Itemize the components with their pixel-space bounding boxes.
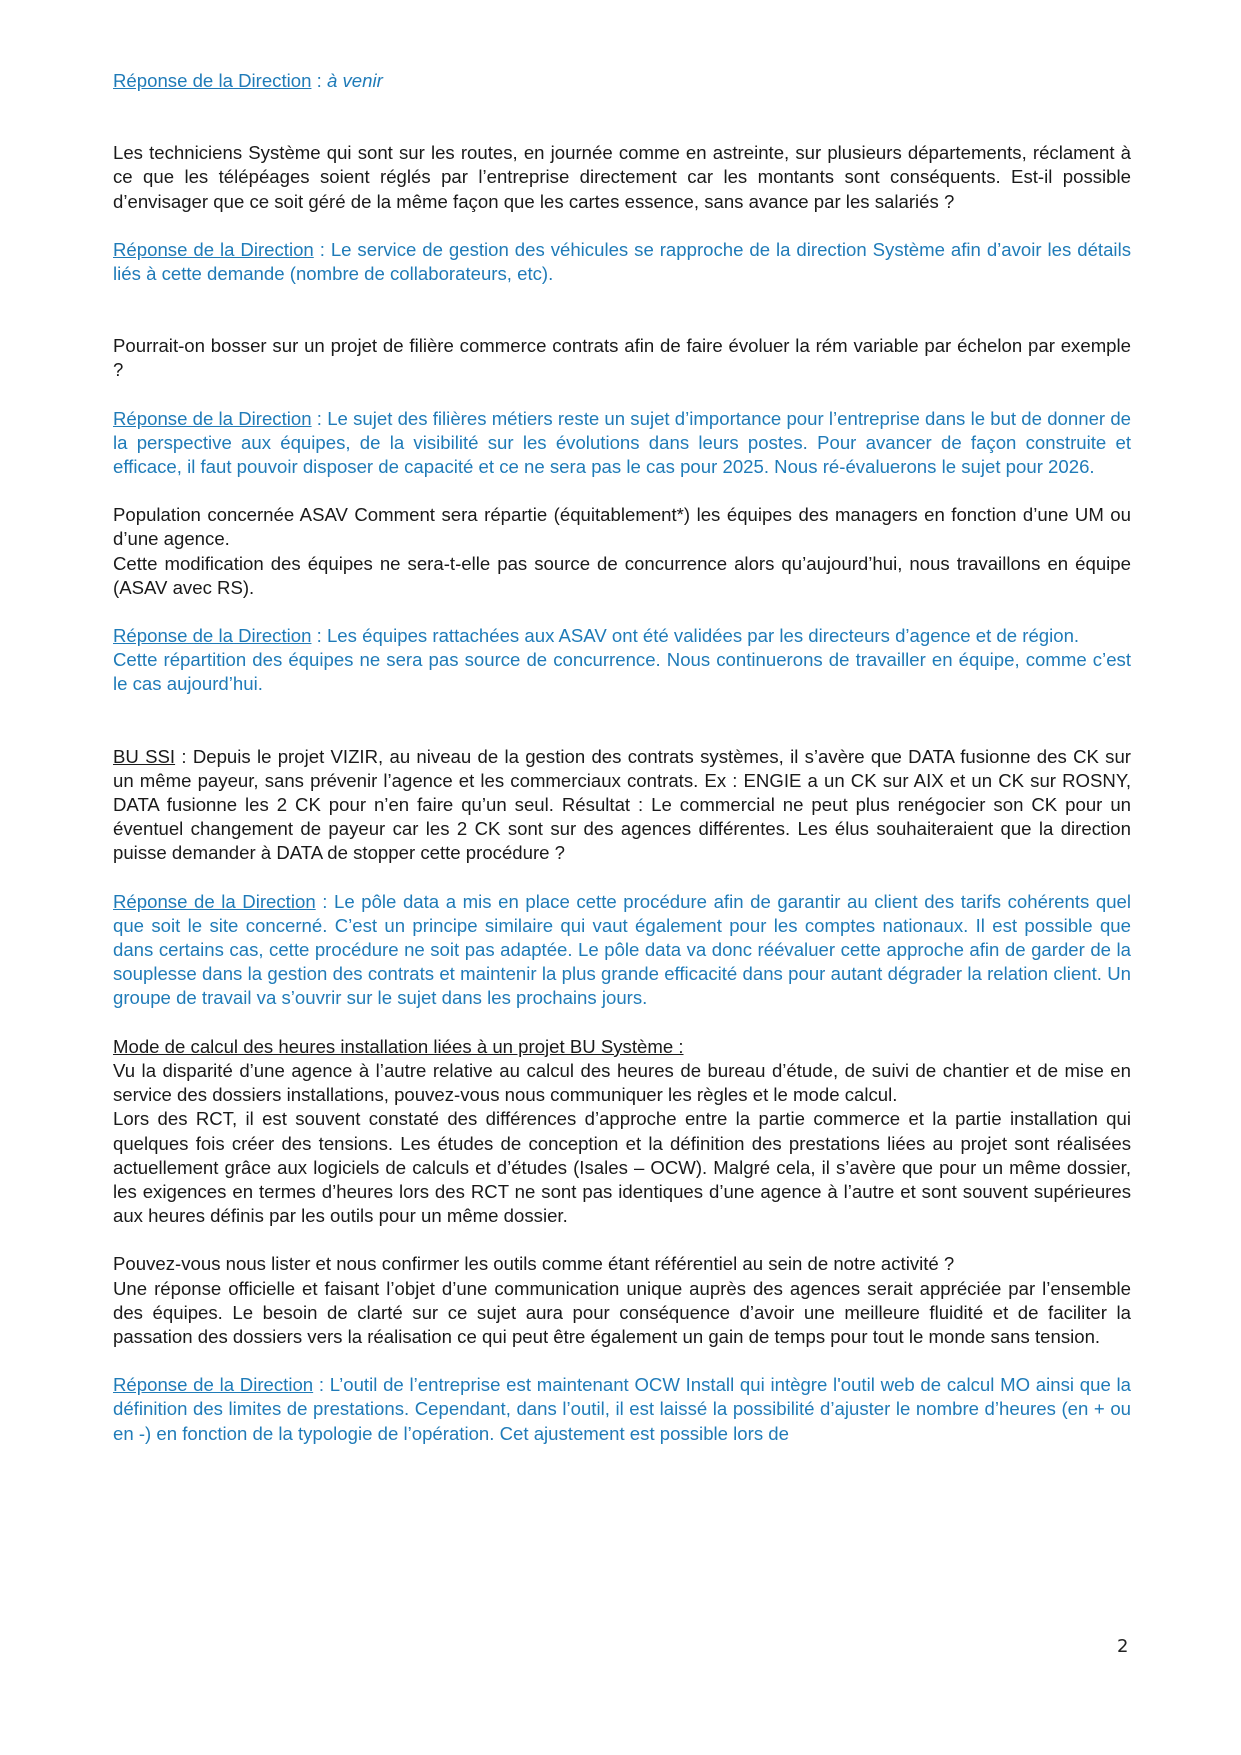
question-4a: Population concernée ASAV Comment sera répartie (équitablement*) les équipes des managers en fonction d’une UM ou d’une agence. (113, 504, 1131, 550)
response-4b: Cette répartition des équipes ne sera pas source de concurrence. Nous continuerons de travailler en équipe, comme c’est le cas aujourd’hui. (113, 649, 1131, 695)
response-label: Réponse de la Direction (113, 625, 312, 647)
question-6b: Lors des RCT, il est souvent constaté des différences d’approche entre la partie commerce et la partie installation qui quelques fois créer des tensions. Les études de conception et la définition des prestations liées au projet sont réalisées actuellement grâce aux logiciels de calculs et d’études (Isales – OCW). Malgré cela, il s’avère que pour un même dossier, les exigences en termes d’heures lors des RCT ne sont pas identiques d’une agence à l’autre et sont souvent supérieures aux heures définis par les outils pour un même dossier. (113, 1108, 1131, 1227)
response-6: Réponse de la Direction : L’outil de l’entreprise est maintenant OCW Install qui intègre l'outil web de calcul MO ainsi que la définition des limites de prestations. Cependant, dans l’outil, il est laissé la possibilité d’ajuster le nombre d’heures (en + ou en -) en fonction de la typologie de l’opération. Cet ajustement est possible lors de (113, 1374, 1132, 1444)
question-5: BU SSI : Depuis le projet VIZIR, au niveau de la gestion des contrats systèmes, il s’avère que DATA fusionne des CK sur un même payeur, sans prévenir l’agence et les commerciaux contrats. Ex : ENGIE a un CK sur AIX et un CK sur ROSNY, DATA fusionne les 2 CK pour n’en faire qu’un seul. Résultat : Le commercial ne peut plus renégocier son CK pour un éventuel changement de payeur car les 2 CK sont sur des agences différentes. Les élus souhaiteraient que la direction puisse demander à DATA de stopper cette procédure ? (113, 745, 1132, 864)
response-text: Le service de gestion des véhicules se rapproche de la direction Système afin d’avoir les détails liés à cette demande (nombre de collaborateurs, etc). (113, 238, 1131, 285)
page-number: 2 (1117, 1636, 1129, 1657)
response-label: Réponse de la Direction (113, 407, 312, 429)
question-label: BU SSI (113, 745, 176, 767)
response-4a: Réponse de la Direction : Les équipes rattachées aux ASAV ont été validées par les directeurs d’agence et de région. (113, 625, 1080, 647)
response-label: Réponse de la Direction (113, 238, 314, 260)
question-6a: Vu la disparité d’une agence à l’autre relative au calcul des heures de bureau d’étude, de suivi de chantier et de mise en service des dossiers installations, pouvez-vous nous communiquer les règles et le mode calcul. (113, 1059, 1131, 1106)
question-text: Depuis le projet VIZIR, au niveau de la gestion des contrats systèmes, il s’avère que DATA fusionne des CK sur un même payeur, sans prévenir l’agence et les commerciaux contrats. Ex : ENGIE a un CK sur AIX et un CK sur ROSNY, DATA fusionne les 2 CK pour n’en faire qu’un seul. Résultat : Le commercial ne peut plus renégocier son CK pour un éventuel changement de payeur car les 2 CK sont sur des agences différentes. Les élus souhaiteraient que la direction puisse demander à DATA de stopper cette procédure ? (113, 745, 1132, 864)
response-text: Le pôle data a mis en place cette procédure afin de garantir au client des tarifs cohérents quel que soit le site concerné. C’est un principe similaire qui vaut également pour les comptes nationaux. Il est possible que dans certains cas, cette procédure ne soit pas adaptée. Le pôle data va donc réévaluer cette approche afin de garder de la souplesse dans la gestion des contrats et maintenir la plus grande efficacité dans pour autant dégrader la relation client. Un groupe de travail va s’ouvrir sur le sujet dans les prochains jours. (113, 890, 1132, 1009)
response-label: Réponse de la Direction (113, 890, 316, 912)
document-body (113, 69, 1131, 1446)
question-6d: Une réponse officielle et faisant l’objet d’une communication unique auprès des agences serait appréciée par l’ensemble des équipes. Le besoin de clarté sur ce sujet aura pour conséquence d’avoir une meilleure fluidité et de faciliter la passation des dossiers vers la réalisation ce qui peut être également un gain de temps pour tout le monde sans tension. (113, 1277, 1131, 1347)
response-text: Le sujet des filières métiers reste un sujet d’importance pour l’entreprise dans le but de donner de la perspective aux équipes, de la visibilité sur les évolutions dans leurs postes. Pour avancer de façon construite et efficace, il faut pouvoir disposer de capacité et ce ne sera pas le cas pour 2025. Nous ré-évaluerons le sujet pour 2026. (113, 407, 1131, 478)
response-5: Réponse de la Direction : Le pôle data a mis en place cette procédure afin de garantir au client des tarifs cohérents quel que soit le site concerné. C’est un principe similaire qui vaut également pour les comptes nationaux. Il est possible que dans certains cas, cette procédure ne soit pas adaptée. Le pôle data va donc réévaluer cette approche afin de garder de la souplesse dans la gestion des contrats et maintenir la plus grande efficacité dans pour autant dégrader la relation client. Un groupe de travail va s’ouvrir sur le sujet dans les prochains jours. (113, 890, 1132, 1009)
response-text: L’outil de l’entreprise est maintenant OCW Install qui intègre l'outil web de calcul MO ainsi que la définition des limites de prestations. Cependant, dans l’outil, il est laissé la possibilité d’ajuster le nombre d’heures (en + ou en -) en fonction de la typologie de l’opération. Cet ajustement est possible lors de (113, 1374, 1132, 1444)
question-6-heading: Mode de calcul des heures installation liées à un projet BU Système : (113, 1035, 684, 1057)
question-3: Pourrait-on bosser sur un projet de filière commerce contrats afin de faire évoluer la rém variable par échelon par exemple ? (113, 335, 1131, 381)
question-4b: Cette modification des équipes ne sera-t-elle pas source de concurrence alors qu’aujourd’hui, nous travaillons en équipe (ASAV avec RS). (113, 552, 1131, 598)
response-label: Réponse de la Direction (113, 1374, 314, 1396)
response-1: Réponse de la Direction : à venir (113, 70, 383, 91)
response-text: Les équipes rattachées aux ASAV ont été validées par les directeurs d’agence et de région. (326, 625, 1080, 647)
question-2: Les techniciens Système qui sont sur les routes, en journée comme en astreinte, sur plusieurs départements, réclament à ce que les télépéages soient réglés par l’entreprise directement car les montants sont conséquents. Est-il possible d’envisager que ce soit géré de la même façon que les cartes essence, sans avance par les salariés ? (113, 142, 1131, 212)
response-3: Réponse de la Direction : Le sujet des filières métiers reste un sujet d’importance pour l’entreprise dans le but de donner de la perspective aux équipes, de la visibilité sur les évolutions dans leurs postes. Pour avancer de façon construite et efficace, il faut pouvoir disposer de capacité et ce ne sera pas le cas pour 2025. Nous ré-évaluerons le sujet pour 2026. (113, 407, 1131, 478)
question-6c: Pouvez-vous nous lister et nous confirmer les outils comme étant référentiel au sein de notre activité ? (113, 1253, 955, 1275)
response-2: Réponse de la Direction : Le service de gestion des véhicules se rapproche de la direction Système afin d’avoir les détails liés à cette demande (nombre de collaborateurs, etc). (113, 238, 1131, 285)
response-label: Réponse de la Direction (113, 70, 312, 91)
response-text: à venir (326, 70, 383, 91)
